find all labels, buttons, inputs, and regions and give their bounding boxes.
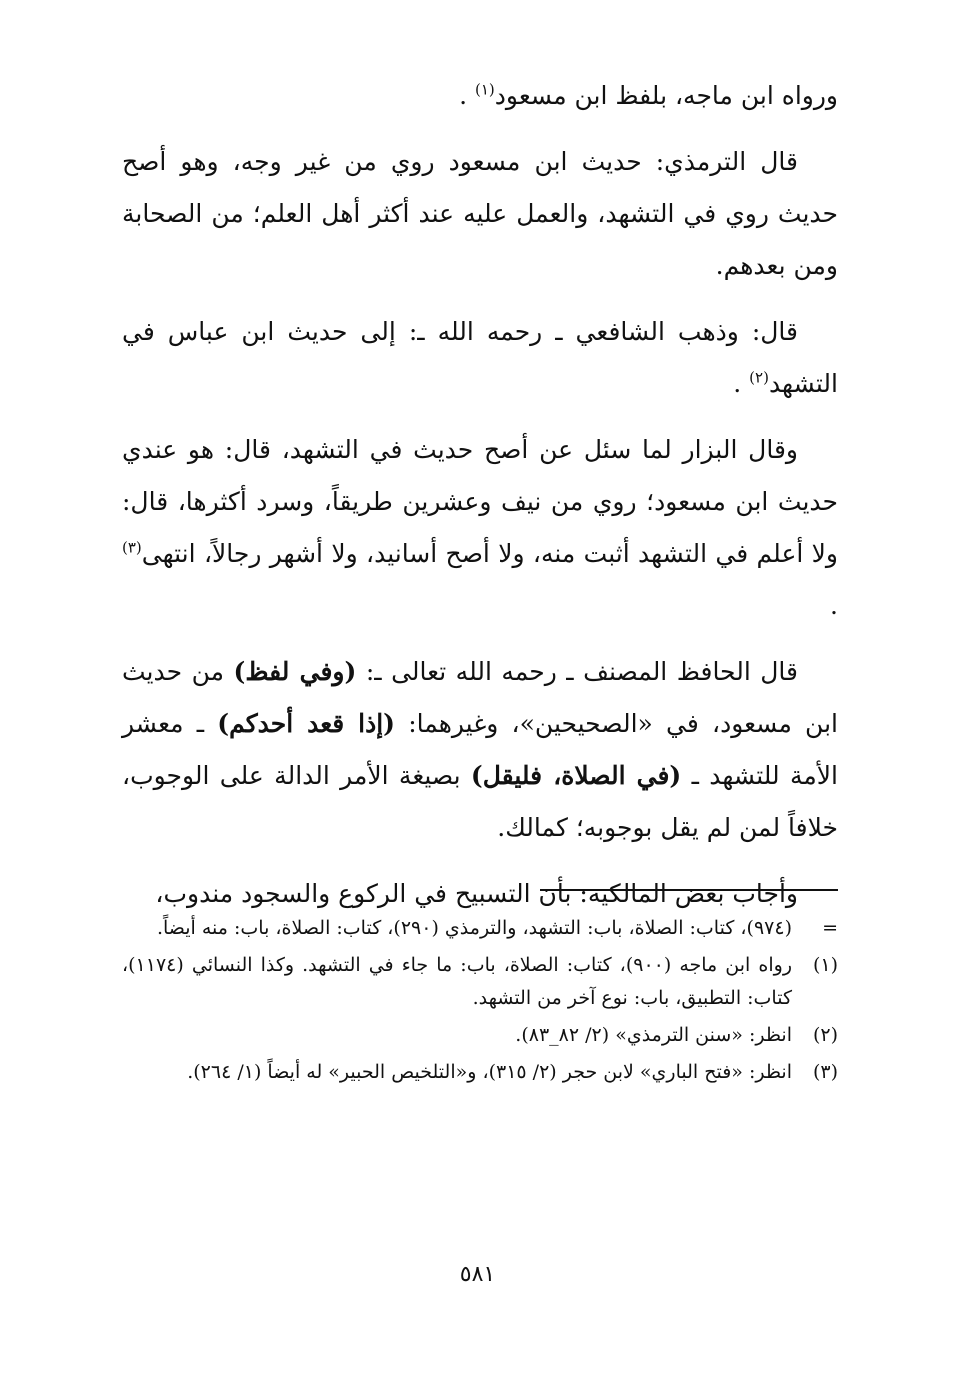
footnotes bbox=[122, 912, 838, 1093]
footnote-ref-1[interactable]: (١) bbox=[475, 80, 495, 99]
paragraph-3-end: . bbox=[733, 369, 742, 398]
footnote-marker: (١) bbox=[812, 954, 838, 976]
footnote-text: (٩٧٤)، كتاب: الصلاة، باب: التشهد، والترمذي (٢٩٠)، كتاب: الصلاة، باب: منه أيضاً. bbox=[156, 917, 792, 939]
footnote-divider bbox=[540, 889, 838, 891]
paragraph-6-text: وأجاب بعض المالكية: بأن التسبيح في الركوع والسجود مندوب، bbox=[155, 879, 798, 908]
footnote-2 bbox=[122, 1019, 838, 1052]
paragraph-5-text-g: بصيغة الأمر الدالة على الوجوب، خلافاً لمن لم يقل بوجوبه؛ كمالك. bbox=[122, 761, 838, 842]
footnote-ref-3[interactable]: (٣) bbox=[122, 538, 142, 557]
footnote-marker: (٣) bbox=[812, 1061, 838, 1083]
footnote-1 bbox=[122, 949, 838, 1015]
footnote-marker: = bbox=[822, 917, 838, 939]
footnote-text: انظر: «سنن الترمذي» (٢/ ٨٢_٨٣). bbox=[515, 1024, 792, 1046]
quoted-phrase-3: (في الصلاة، فليقل) bbox=[470, 761, 682, 790]
page-number: ٥٨١ bbox=[459, 1262, 496, 1287]
footnote-ref-2[interactable]: (٢) bbox=[749, 368, 769, 387]
footnote-text: رواه ابن ماجه (٩٠٠)، كتاب: الصلاة، باب: ما جاء في التشهد. وكذا النسائي (١١٧٤)، كتاب: التطبيق، باب: نوع آخر من التشهد. bbox=[122, 954, 792, 1009]
paragraph-4 bbox=[122, 424, 838, 632]
footnote-3 bbox=[122, 1056, 838, 1089]
paragraph-4-end: . bbox=[830, 591, 838, 620]
quoted-phrase-1: (وفي لفظ) bbox=[233, 657, 357, 686]
paragraph-5-text-c: من حديث ابن مسعود، في «الصحيحين»، وغيرهما: bbox=[122, 657, 838, 738]
paragraph-3 bbox=[122, 306, 838, 410]
paragraph-5 bbox=[122, 646, 838, 854]
paragraph-5-text-e: ـ معشر الأمة للتشهد ـ bbox=[122, 709, 838, 790]
footnote-text: انظر: «فتح الباري» لابن حجر (٢/ ٣١٥)، و«التلخيص الحبير» له أيضاً (١/ ٢٦٤). bbox=[187, 1061, 792, 1083]
paragraph-2 bbox=[122, 136, 838, 292]
paragraph-1-text: ورواه ابن ماجه، بلفظ ابن مسعود bbox=[494, 81, 838, 110]
paragraph-5-text-a: قال الحافظ المصنف ـ رحمه الله تعالى ـ: bbox=[356, 657, 799, 686]
quoted-phrase-2: (إذا قعد أحدكم) bbox=[217, 709, 396, 738]
paragraph-1-end: . bbox=[459, 81, 468, 110]
paragraph-2-text: قال الترمذي: حديث ابن مسعود روي من غير وجه، وهو أصح حديث روي في التشهد، والعمل عليه عند أكثر أهل العلم؛ من الصحابة ومن بعدهم. bbox=[122, 147, 838, 280]
footnote-marker: (٢) bbox=[812, 1024, 838, 1046]
footnote-continuation bbox=[122, 912, 838, 945]
paragraph-4-text: وقال البزار لما سئل عن أصح حديث في التشهد، قال: هو عندي حديث ابن مسعود؛ روي من نيف وعشرين طريقاً، وسرد أكثرها، قال: ولا أعلم في التشهد أثبت منه، ولا أصح أسانيد، ولا أشهر رجالاً، انتهى bbox=[122, 435, 838, 568]
page-body bbox=[122, 70, 838, 934]
paragraph-1 bbox=[122, 70, 838, 122]
paragraph-3-text: قال: وذهب الشافعي ـ رحمه الله ـ: إلى حديث ابن عباس في التشهد bbox=[122, 317, 838, 398]
